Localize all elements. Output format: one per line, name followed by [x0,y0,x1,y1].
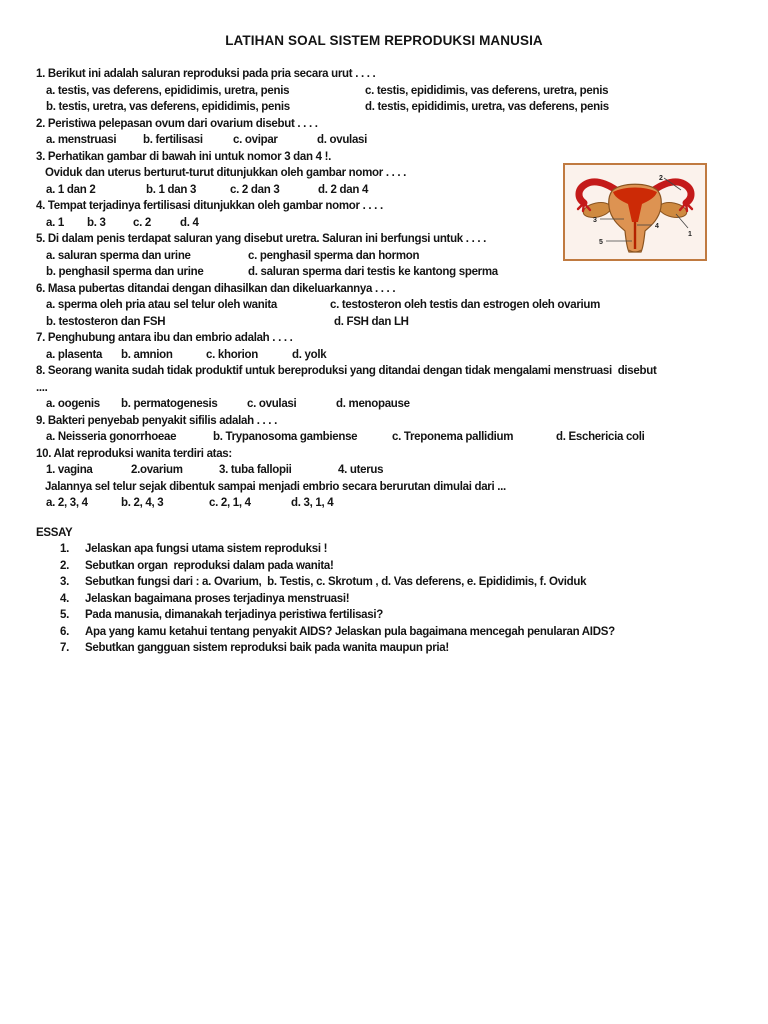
essay-item-number: 7. [60,642,69,654]
essay-header: ESSAY [36,526,73,539]
q8-option-a: a. oogenis [46,398,100,410]
q8-stem-line-1: 8. Seorang wanita sudah tidak produktif untuk bereproduksi yang ditandai dengan tidak mengalami menstruasi disebut [36,365,657,377]
q6-options-row-1 [36,297,748,314]
q8-stem-line-2: .... [36,381,48,394]
q9-option-b: b. Trypanosoma gambiense [213,431,358,443]
q6-options-row-2 [36,314,748,331]
q7-stem: 7. Penghubung antara ibu dan embrio adalah . . . . [36,332,293,344]
q4-option-d: d. 4 [180,216,199,229]
q10-item-1: 1. vagina [46,464,93,476]
essay-item-number: 1. [60,543,69,555]
essay-item-text: Pada manusia, dimanakah terjadinya peristiwa fertilisasi? [85,609,383,621]
q3-option-a: a. 1 dan 2 [46,183,96,196]
q10-option-b: b. 2, 4, 3 [121,497,164,509]
q7-options-row [36,347,748,364]
q1-option-b: b. testis, uretra, vas deferens, epididimis, penis [46,101,290,113]
essay-item-2 [36,558,748,575]
female-reproductive-diagram [563,163,707,261]
q1-stem: 1. Berikut ini adalah saluran reproduksi pada pria secara urut . . . . [36,68,376,80]
q1-option-d: d. testis, epididimis, uretra, vas deferens, penis [365,101,609,113]
q6-stem: 6. Masa pubertas ditandai dengan dihasilkan dan dikeluarkannya . . . . [36,282,396,295]
q2-option-b: b. fertilisasi [143,134,203,146]
q10-option-a: a. 2, 3, 4 [46,497,88,509]
q10-items-row [36,462,748,479]
q10-item-3: 3. tuba fallopii [219,464,292,476]
q2-option-d: d. ovulasi [317,134,368,146]
essay-item-text: Apa yang kamu ketahui tentang penyakit AIDS? Jelaskan pula bagaimana mencegah penularan AIDS? [85,625,615,638]
q3-stem: 3. Perhatikan gambar di bawah ini untuk nomor 3 dan 4 !. [36,150,332,163]
figure-label-2: 2 [659,175,663,182]
q10-option-d: d. 3, 1, 4 [291,497,334,509]
q3-option-d: d. 2 dan 4 [318,183,369,196]
essay-item-5 [36,607,748,624]
q9-option-a: a. Neisseria gonorrhoeae [46,431,177,443]
essay-item-text: Jelaskan bagaimana proses terjadinya menstruasi! [85,592,350,605]
q7-option-a: a. plasenta [46,348,103,361]
q4-stem: 4. Tempat terjadinya fertilisasi ditunjukkan oleh gambar nomor . . . . [36,200,383,212]
q10-options-row [36,495,748,512]
q6-option-a: a. sperma oleh pria atau sel telur oleh wanita [46,299,277,311]
q5-option-c: c. penghasil sperma dan hormon [248,249,420,262]
essay-item-7 [36,640,748,657]
q10-option-c: c. 2, 1, 4 [209,497,251,509]
q7-option-c: c. khorion [206,348,258,361]
q6-option-d: d. FSH dan LH [334,315,409,328]
essay-item-4 [36,591,748,608]
figure-label-5: 5 [599,239,603,246]
q5-stem: 5. Di dalam penis terdapat saluran yang disebut uretra. Saluran ini berfungsi untuk . . . . [36,233,487,245]
q5-options-row-2 [36,264,748,281]
q8-option-c: c. ovulasi [247,398,297,410]
figure-label-3: 3 [593,217,597,224]
q3-substem: Oviduk dan uterus berturut-turut ditunjukkan oleh gambar nomor . . . . [45,167,407,179]
q7-option-d: d. yolk [292,348,327,361]
essay-item-text: Jelaskan apa fungsi utama sistem reproduksi ! [85,543,328,555]
q5-option-a: a. saluran sperma dan urine [46,249,191,262]
q8-option-b: b. permatogenesis [121,398,218,410]
essay-item-number: 3. [60,576,69,588]
figure-label-1: 1 [688,231,692,238]
essay-item-1 [36,541,748,558]
q9-stem: 9. Bakteri penyebab penyakit sifilis adalah . . . . [36,414,277,427]
question-list [36,66,748,657]
q1-option-a: a. testis, vas deferens, epididimis, uretra, penis [46,84,290,97]
q5-option-b: b. penghasil sperma dan urine [46,266,204,278]
q5-option-d: d. saluran sperma dari testis ke kantong sperma [248,266,498,278]
q2-stem: 2. Peristiwa pelepasan ovum dari ovarium disebut . . . . [36,117,318,130]
q6-option-b: b. testosteron dan FSH [46,315,166,328]
q2-option-a: a. menstruasi [46,134,117,146]
q1-option-c: c. testis, epididimis, vas deferens, uretra, penis [365,84,609,97]
essay-item-number: 5. [60,609,69,621]
q3-option-b: b. 1 dan 3 [146,183,197,196]
q4-option-c: c. 2 [133,216,151,229]
page-title: LATIHAN SOAL SISTEM REPRODUKSI MANUSIA [225,33,543,48]
q8-option-d: d. menopause [336,398,410,410]
q9-option-d: d. Eschericia coli [556,431,645,443]
q10-item-4: 4. uterus [338,464,384,476]
figure-label-4: 4 [655,223,659,230]
q9-options-row [36,429,748,446]
essay-item-number: 4. [60,592,69,605]
essay-item-number: 6. [60,625,69,638]
essay-item-text: Sebutkan fungsi dari : a. Ovarium, b. Testis, c. Skrotum , d. Vas deferens, e. Epididimis, f. Oviduk [85,576,587,588]
q8-options-row [36,396,748,413]
essay-item-number: 2. [60,559,69,572]
q9-option-c: c. Treponema pallidium [392,431,514,443]
q10-stem: 10. Alat reproduksi wanita terdiri atas: [36,447,232,460]
q2-options-row [36,132,748,149]
q2-option-c: c. ovipar [233,134,278,146]
q10-substem: Jalannya sel telur sejak dibentuk sampai menjadi embrio secara berurutan dimulai dari ... [45,480,506,493]
essay-item-text: Sebutkan organ reproduksi dalam pada wanita! [85,559,334,572]
q7-option-b: b. amnion [121,348,173,361]
section-spacer [36,512,748,525]
essay-item-3 [36,574,748,591]
q10-item-2: 2.ovarium [131,464,183,476]
q1-options-row-1 [36,83,748,100]
q4-option-b: b. 3 [87,216,106,229]
q3-option-c: c. 2 dan 3 [230,183,280,196]
essay-item-text: Sebutkan gangguan sistem reproduksi baik pada wanita maupun pria! [85,642,449,654]
q1-options-row-2 [36,99,748,116]
essay-item-6 [36,624,748,641]
q4-option-a: a. 1 [46,216,64,229]
q6-option-c: c. testosteron oleh testis dan estrogen oleh ovarium [330,299,601,311]
